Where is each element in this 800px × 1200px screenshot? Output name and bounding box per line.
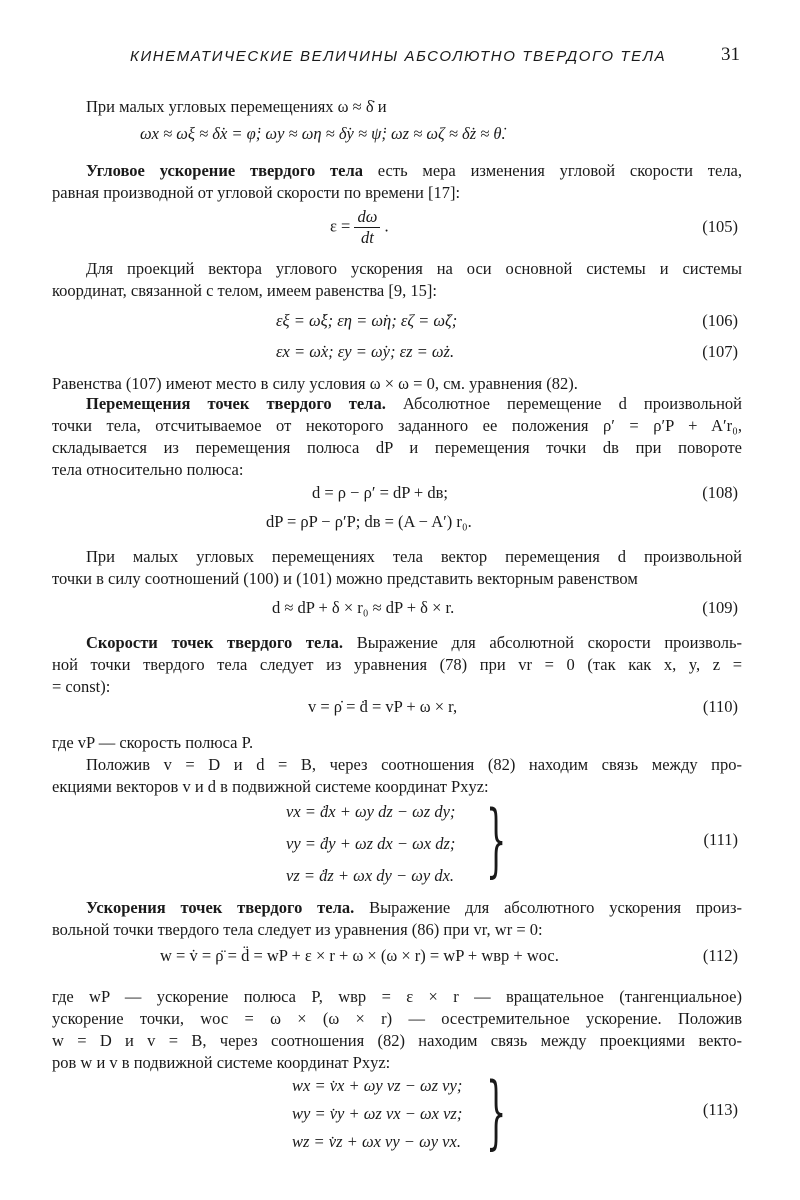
term-angular-acceleration: Угловое ускорение твердого тела <box>86 161 363 180</box>
equation-number-113: (113) <box>702 1100 738 1119</box>
equation-113-row: wx = v̇x + ωy vz − ωz vy; <box>292 1076 463 1095</box>
equation-113-row: wz = v̇z + ωx vy − ωy vx. <box>292 1132 461 1151</box>
equation-109: d ≈ dP + δ × r₀ ≈ dP + δ × r. <box>272 598 455 617</box>
equation-107: εx = ω̇x; εy = ω̇y; εz = ω̇z. <box>276 342 455 361</box>
equation-111-row: vy = ḋy + ωz dx − ωx dz; <box>286 834 456 853</box>
paragraph-eq107-condition: Равенства (107) имеют место в силу условия ω × ω = 0, см. уравнения (82). <box>52 374 578 393</box>
equation-108-line1: d = ρ − ρ′ = dP + dв; <box>312 483 448 502</box>
equation-106: εξ = ω̇ξ; εη = ω̇η; εζ = ω̇ζ; <box>276 311 458 330</box>
paragraph-small-angles: При малых угловых перемещениях ω ≈ δ̇ и <box>86 97 387 116</box>
fraction: $\frac{d\omega}{dt}$ <box>354 207 380 248</box>
equation-105: ε = $\frac{d\omega}{dt}$ . <box>330 207 389 247</box>
term-displacements: Перемещения точек твердого тела. <box>86 394 386 413</box>
page-number: 31 <box>721 44 740 65</box>
right-brace: } <box>486 1065 507 1158</box>
equation-number-110: (110) <box>702 697 738 716</box>
equation-number-106: (106) <box>702 311 738 330</box>
equation-number-112: (112) <box>702 946 738 965</box>
equation-111-row: vz = ḋz + ωx dy − ωy dx. <box>286 866 455 885</box>
equation-113-row: wy = v̇y + ωz vx − ωx vz; <box>292 1104 463 1123</box>
equation-108-line2: dP = ρP − ρ′P; dв = (A − A′) r₀. <box>266 512 472 531</box>
equation-number-109: (109) <box>702 598 738 617</box>
equation-110: v = ρ̇ = ḋ = vP + ω × r, <box>308 697 458 716</box>
equation-omega-approx: ωx ≈ ωξ ≈ δ̇x = φ̇; ωy ≈ ωη ≈ δ̇y ≈ ψ̇; ωz ≈ ωζ ≈ δ̇z ≈ θ̇. <box>140 124 506 143</box>
paragraph-where-vp: где vP — скорость полюса P. <box>52 733 254 752</box>
equation-number-108: (108) <box>702 483 738 502</box>
equation-112: w = v̇ = ρ̈ = d̈ = wP + ε × r + ω × (ω × r) = wP + wвр + wос. <box>160 946 559 965</box>
equation-number-107: (107) <box>702 342 738 361</box>
right-brace: } <box>486 793 507 886</box>
term-accelerations: Ускорения точек твердого тела. <box>86 898 355 917</box>
term-velocities: Скорости точек твердого тела. <box>86 633 343 652</box>
equation-111-row: vx = ḋx + ωy dz − ωz dy; <box>286 802 456 821</box>
equation-number-105: (105) <box>702 217 738 236</box>
running-header: КИНЕМАТИЧЕСКИЕ ВЕЛИЧИНЫ АБСОЛЮТНО ТВЕРДОГО ТЕЛА <box>130 48 667 65</box>
equation-number-111: (111) <box>703 830 738 849</box>
